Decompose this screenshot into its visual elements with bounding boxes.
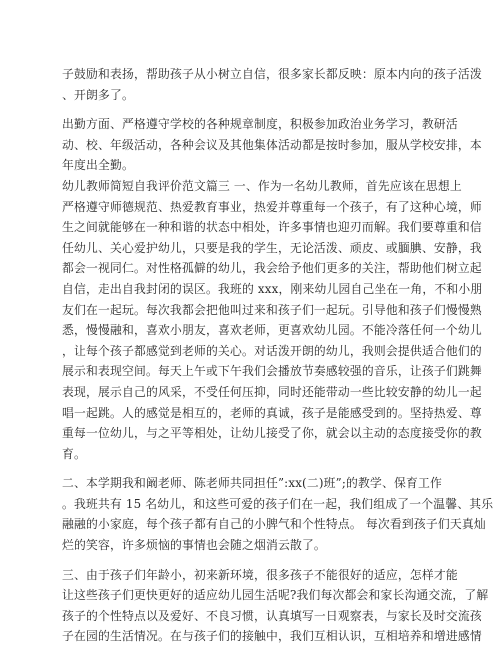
text-line: 悉，慢慢融和，喜欢小朋友，喜欢老师，更喜欢幼儿园。不能冷落任何一个幼儿	[62, 323, 482, 338]
paragraph-gap	[62, 464, 444, 473]
text-line: 育。	[62, 446, 86, 461]
document-body	[62, 64, 494, 647]
text-line: 动、校、年级活动，各种会议及其他集体活动都是按时参加，服从学校安排，本	[62, 137, 482, 152]
paragraph-gap	[62, 105, 444, 114]
text-line: 子鼓励和表扬，帮助孩子从小树立自信，很多家长都反映：原本内向的孩子活泼	[62, 67, 482, 81]
text-line: 出勤方面、严格遵守学校的各种规章制度，积极参加政治业务学习，教研活	[62, 117, 458, 132]
paragraph-gap	[62, 556, 444, 565]
text-line: 。我班共有 15 名幼儿，和这些可爱的孩子们在一起，我们组成了一个温馨、其乐	[62, 496, 494, 511]
text-line: 都会一视同仁。对性格孤僻的幼儿，我会给予他们更多的关注，帮助他们树立起	[62, 261, 482, 276]
text-line: ，让每个孩子都感觉到老师的关心。对话泼开朗的幼儿，我则会提供适合他们的	[62, 343, 482, 358]
text-line: 、开朗多了。	[62, 87, 134, 102]
text-line: 幼儿教师简短自我评价范文篇三 一、作为一名幼儿教师，首先应该在思想上	[62, 178, 462, 193]
text-line: 融融的小家庭，每个孩子都有自己的小脾气和个性特点。 每次看到孩子们天真灿	[62, 517, 486, 532]
text-line: 孩子的个性特点以及爱好、不良习惯，认真填写一日观察表，与家长及时交流孩	[62, 608, 482, 623]
text-line: 展示和表现空间。每天上午或下午我们会播放节奏感较强的音乐，让孩子们跳舞	[62, 364, 482, 379]
text-line: 重每一位幼儿，与之平等相处，让幼儿接受了你，就会以主动的态度接受你的教	[62, 426, 482, 441]
text-line: 生之间就能够在一种和谐的状态中相处，许多事情也迎刃而解。我们要尊重和信	[62, 220, 482, 235]
text-line: 烂的笑容，许多烦恼的事情也会随之烟消云散了。	[62, 538, 326, 553]
text-line: 二、本学期我和阚老师、陈老师共同担任”:xx(二)班”;的教学、保育工作	[62, 476, 443, 491]
text-line: 任幼儿、关心爱护幼儿，只要是我的学生，无论活泼、顽皮、或腼腆、安静，我	[62, 240, 482, 255]
text-line: 唱一起跳。人的感觉是相互的，老师的真诚，孩子是能感受到的。坚持热爱、尊	[62, 405, 482, 420]
text-line: 让这些孩子们更快更好的适应幼儿园生活呢?我们每次都会和家长沟通交流，了解	[62, 588, 489, 603]
text-line: 子在园的生活情况。在与孩子们的接触中，我们互相认识，互相培养和增进感情	[62, 629, 482, 644]
text-line: 自信，走出自我封闭的误区。我班的 xxx，刚来幼儿园自己坐在一角，不和小朋	[62, 281, 483, 296]
text-line: 友们在一起玩。每次我都会把他叫过来和孩子们一起玩。引导他和孩子们慢慢熟	[62, 302, 482, 317]
text-line: 年度出全勤。	[62, 158, 134, 173]
text-line: 三、由于孩子们年龄小，初来新环境，很多孩子不能很好的适应，怎样才能	[62, 567, 458, 582]
text-line: 表现，展示自己的风采，不受任何压抑，同时还能带动一些比较安静的幼儿一起	[62, 384, 482, 399]
text-line: 严格遵守师德规范、热爱教育事业，热爱并尊重每一个孩子，有了这种心境，师	[62, 199, 482, 214]
